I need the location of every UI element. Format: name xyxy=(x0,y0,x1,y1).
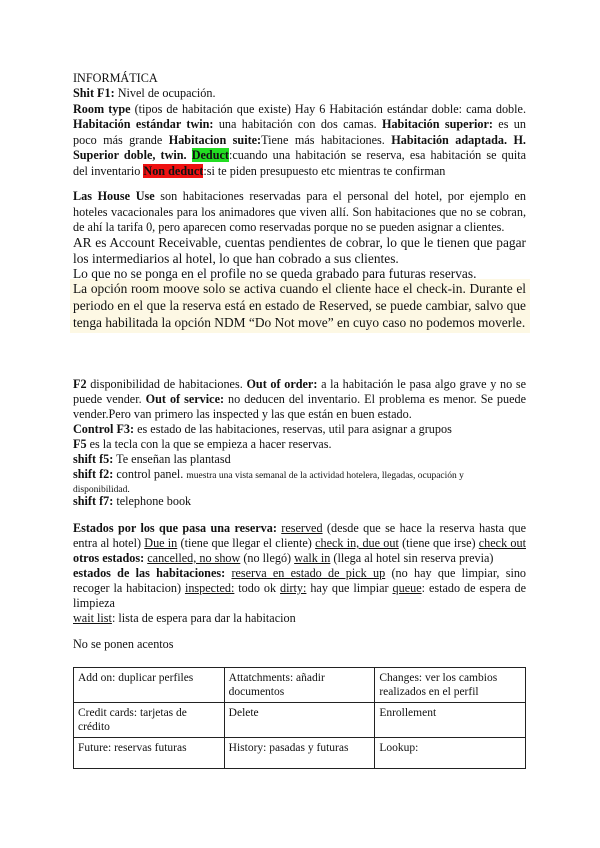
text-segment: es un xyxy=(492,117,526,131)
text-line xyxy=(73,494,526,509)
text-segment: Tiene más habitaciones. xyxy=(261,133,392,147)
underlined-term: queue xyxy=(392,581,422,595)
text-segment: periodo en el que la reserva está en estado de Reserved, se puede cambiar, salvo que xyxy=(73,298,526,313)
text-line xyxy=(73,581,526,596)
text-segment: : lista de espera para dar la habitacion xyxy=(111,611,296,625)
underlined-term: walk in xyxy=(294,551,331,565)
text-segment: control panel. xyxy=(113,467,187,481)
bold-term: Habitación estándar twin: xyxy=(73,117,214,131)
text-segment: del inventario xyxy=(73,164,144,178)
bold-term: estados de las habitaciones: xyxy=(73,566,226,580)
bold-term: Room type xyxy=(73,102,131,116)
text-line xyxy=(73,86,526,101)
text-segment: hay que limpiar xyxy=(306,581,393,595)
bold-term: otros estados: xyxy=(73,551,145,565)
text-segment: (desde que se hace la reserva hasta que xyxy=(322,521,527,535)
text-segment: limpieza xyxy=(73,596,115,610)
text-segment: (llega al hotel sin reserva previa) xyxy=(330,551,494,565)
text-line xyxy=(73,220,526,235)
table-row xyxy=(74,668,526,703)
text-line xyxy=(73,298,526,313)
underlined-term: wait list xyxy=(73,611,112,625)
text-segment: a la habitación le pasa algo grave y no se xyxy=(317,377,526,391)
text-line xyxy=(73,148,526,163)
text-segment: vender.Pero van primero las inspected y las que están en buen estado. xyxy=(73,407,412,421)
table-row xyxy=(74,738,526,769)
text-line xyxy=(73,164,526,179)
text-line xyxy=(73,315,526,330)
bold-term: Superior doble, twin. xyxy=(73,148,187,162)
bold-term: Out of order: xyxy=(246,377,318,391)
text-segment: : estado de espera de xyxy=(421,581,526,595)
table-row xyxy=(74,703,526,738)
text-segment: (no llegó) xyxy=(240,551,295,565)
text-segment: disponibilidad de habitaciones. xyxy=(86,377,247,391)
text-segment: muestra una vista semanal de la actividad hotelera, llegadas, ocupación y xyxy=(186,471,464,481)
text-segment: de ahí la tarifa 0, pero aparecen como reservadas porque no se pueden asignar a clientes. xyxy=(73,220,505,234)
text-segment: telephone book xyxy=(113,494,192,508)
profile-options-table xyxy=(73,667,526,769)
highlighted-term: Deduct xyxy=(191,148,229,162)
text-line xyxy=(73,452,526,467)
text-segment: poco más grande xyxy=(73,133,169,147)
text-segment: Nivel de ocupación. xyxy=(114,86,216,100)
underlined-term: check in, due out xyxy=(315,536,399,550)
text-line xyxy=(73,611,526,626)
underlined-term: reserva en estado de pick up xyxy=(231,566,386,580)
text-line xyxy=(73,251,526,266)
text-line xyxy=(73,596,526,611)
text-line xyxy=(73,566,526,581)
text-segment: una habitación con dos camas. xyxy=(213,117,382,131)
text-line xyxy=(73,422,526,437)
text-segment: disponibilidad. xyxy=(73,485,130,495)
text-line xyxy=(73,551,526,566)
text-segment: (tipos de habitación que existe) Hay 6 Habitación estándar doble: cama doble. xyxy=(130,102,526,116)
table-cell: Future: reservas futuras xyxy=(74,738,225,769)
text-segment: son habitaciones reservadas para el personal del hotel, por ejemplo en xyxy=(154,189,526,203)
table-cell: Changes: ver los cambios realizados en el perfil xyxy=(375,668,526,703)
underlined-term: check out xyxy=(478,536,526,550)
table-cell: Enrollement xyxy=(375,703,526,738)
bold-term: Habitación superior: xyxy=(381,117,493,131)
bold-term: F2 xyxy=(73,377,87,391)
text-segment: (tiene que irse) xyxy=(398,536,479,550)
text-segment: tenga habilitada la opción NDM “Do Not move” en cuyo caso no podemos moverle. xyxy=(73,315,526,330)
text-segment: puede vender. xyxy=(73,392,146,406)
text-segment: Lo que no se ponga en el profile no se queda grabado para futuras reservas. xyxy=(73,266,477,281)
bold-term: Shit F1: xyxy=(73,86,115,100)
text-line xyxy=(73,377,526,392)
underlined-term: dirty: xyxy=(280,581,307,595)
text-segment: no deducen del inventario. El problema es menor. Se puede xyxy=(224,392,526,406)
bold-term: shift f2: xyxy=(73,467,114,481)
underlined-term: Due in xyxy=(144,536,178,550)
bold-term: shift f5: xyxy=(73,452,114,466)
text-segment: es estado de las habitaciones, reservas, util para asignar a grupos xyxy=(134,422,452,436)
underlined-term: reserved xyxy=(281,521,323,535)
text-line xyxy=(73,637,526,652)
text-line xyxy=(73,235,526,250)
text-line xyxy=(73,536,526,551)
text-segment: No se ponen acentos xyxy=(73,637,174,651)
text-segment: hoteles vacacionales para los animadores que viven allí. Son habitaciones que no se cobran, xyxy=(73,205,526,219)
text-line xyxy=(73,189,526,204)
text-line xyxy=(73,117,526,132)
table-cell: Delete xyxy=(224,703,375,738)
text-line xyxy=(73,281,526,296)
text-segment: INFORMÁTICA xyxy=(73,71,158,85)
text-segment: (no hay que limpiar, sino xyxy=(385,566,527,580)
text-segment: todo ok xyxy=(234,581,280,595)
table-cell: Attatchments: añadir documentos xyxy=(224,668,375,703)
bold-term: shift f7: xyxy=(73,494,114,508)
underlined-term: cancelled, no show xyxy=(147,551,241,565)
bold-term: Control F3: xyxy=(73,422,135,436)
text-segment: :si te piden presupuesto etc mientras te confirman xyxy=(203,164,446,178)
bold-term: Estados por los que pasa una reserva: xyxy=(73,521,277,535)
table-cell: Lookup: xyxy=(375,738,526,769)
text-segment: los intermediarios al hotel, lo que han cobrado a sus clientes. xyxy=(73,251,399,266)
text-line xyxy=(73,392,526,407)
text-segment: La opción room moove solo se activa cuando el cliente hace el check-in. Durante el xyxy=(73,281,526,296)
text-line xyxy=(73,407,526,422)
text-line xyxy=(73,102,526,117)
bold-term: Out of service: xyxy=(145,392,225,406)
underlined-term: inspected: xyxy=(184,581,235,595)
bold-term: Habitacion suite: xyxy=(168,133,262,147)
text-segment: :cuando una habitación se reserva, esa habitación se quita xyxy=(228,148,526,162)
bold-term: Las House Use xyxy=(73,189,155,203)
table-cell: Add on: duplicar perfiles xyxy=(74,668,225,703)
document-title xyxy=(73,71,526,86)
text-segment xyxy=(187,148,192,162)
text-line xyxy=(73,266,526,281)
text-line xyxy=(73,205,526,220)
text-line xyxy=(73,133,526,148)
text-segment: Te enseñan las plantasd xyxy=(113,452,231,466)
text-line xyxy=(73,437,526,452)
highlighted-term: Non deduct xyxy=(143,164,204,178)
table-cell: History: pasadas y futuras xyxy=(224,738,375,769)
table-cell: Credit cards: tarjetas de crédito xyxy=(74,703,225,738)
text-segment: recoger la habitacion) xyxy=(73,581,185,595)
bold-term: F5 xyxy=(73,437,87,451)
text-segment: entra al hotel) xyxy=(73,536,145,550)
bold-term: Habitación adaptada. H. xyxy=(391,133,526,147)
text-segment: es la tecla con la que se empieza a hacer reservas. xyxy=(86,437,332,451)
text-segment: (tiene que llegar el cliente) xyxy=(177,536,316,550)
text-segment: AR es Account Receivable, cuentas pendientes de cobrar, lo que le tienen que pagar xyxy=(73,235,526,250)
text-line xyxy=(73,521,526,536)
